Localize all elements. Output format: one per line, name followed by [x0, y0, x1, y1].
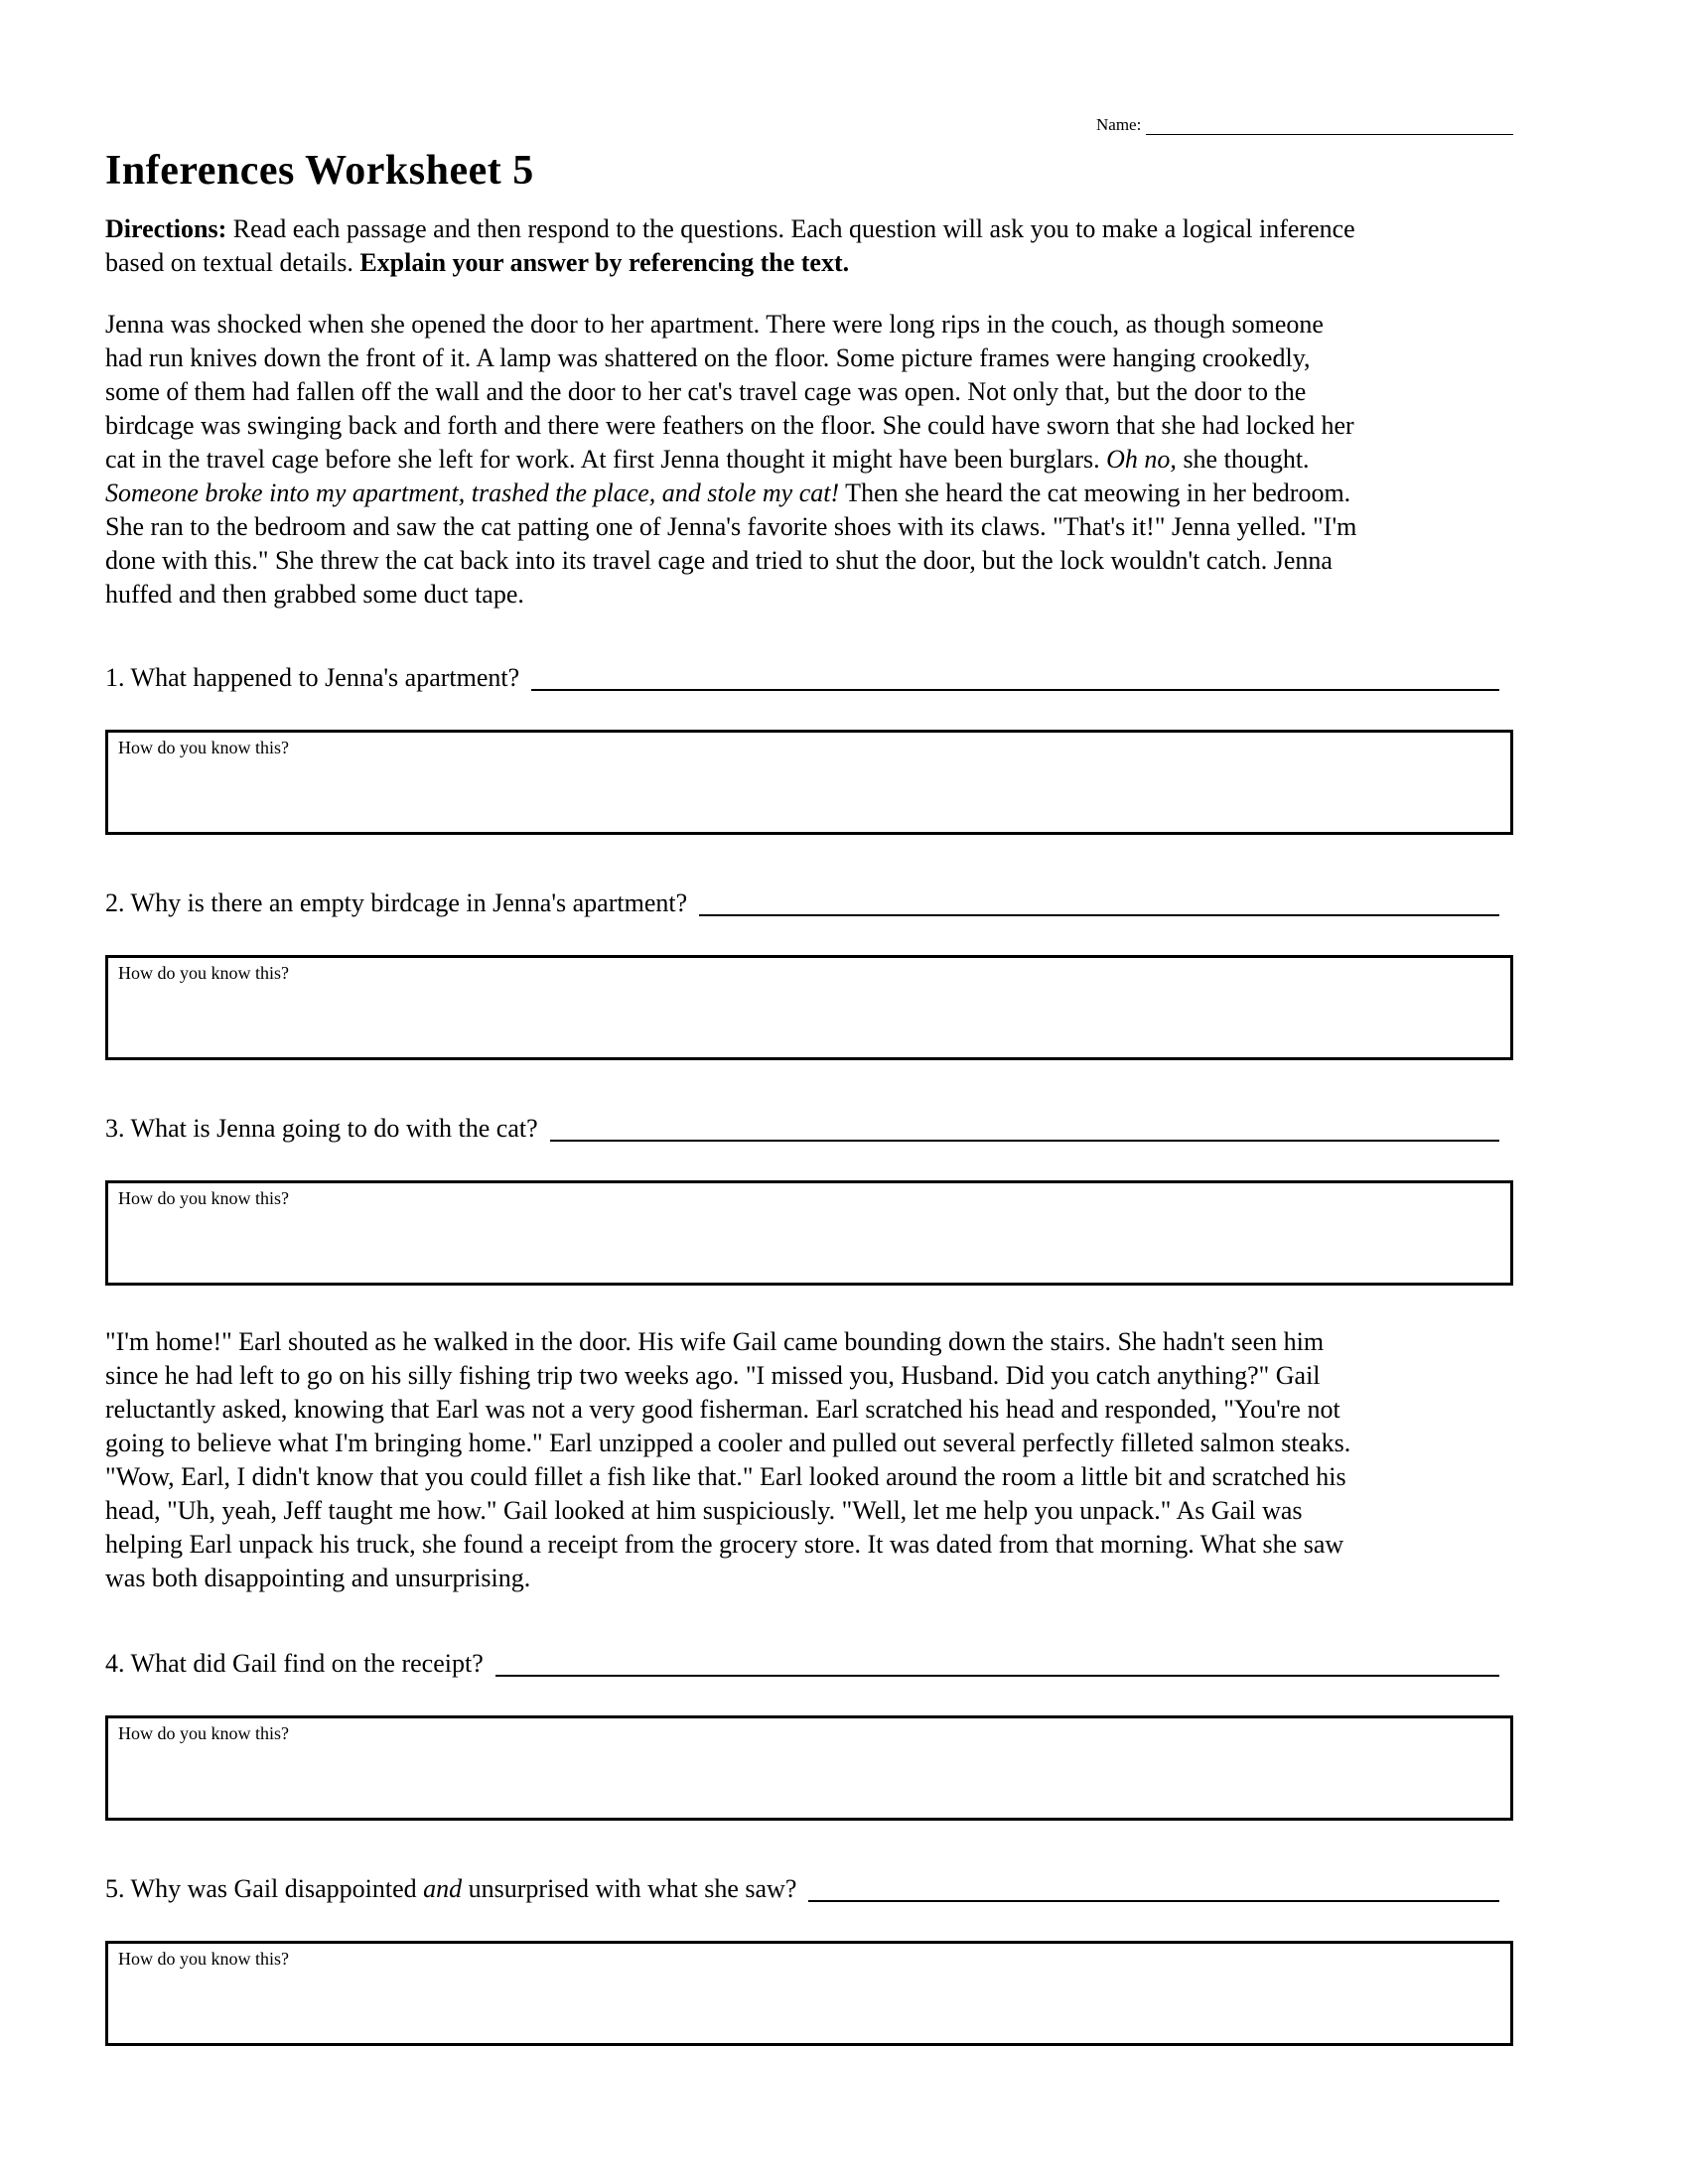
passage-1 — [105, 308, 1366, 612]
question-5-text — [105, 1872, 796, 1906]
question-3-answer-line[interactable] — [550, 1130, 1499, 1142]
name-field — [1096, 0, 1513, 135]
page-title: Inferences Worksheet 5 — [105, 148, 534, 194]
question-4-response-box-label: How do you know this? — [118, 1723, 289, 1743]
question-5-text-1: 5. Why was Gail disappointed — [105, 1874, 424, 1903]
question-5-italic-and: and — [423, 1874, 463, 1903]
question-5-response-box[interactable] — [105, 1941, 1513, 2046]
question-1-response-box[interactable] — [105, 730, 1513, 835]
question-4-response-box[interactable] — [105, 1715, 1513, 1821]
question-4-text: 4. What did Gail find on the receipt? — [105, 1649, 484, 1678]
question-5-text-2: unsurprised with what she saw? — [462, 1874, 797, 1903]
passage-1-text-3: Then she heard the cat meowing in her bedroom. She ran to the bedroom and saw the cat patting one of Jenna's favorite shoes with its claws. "That's it!" Jenna yelled. "I'm done with this." She threw the cat back into its travel cage and tried to shut the door, but the lock wouldn't catch. Jenna huffed and then grabbed some duct tape. — [105, 478, 1357, 609]
question-2 — [105, 887, 1513, 920]
question-3-text: 3. What is Jenna going to do with the cat? — [105, 1114, 538, 1143]
question-5 — [105, 1872, 1513, 1906]
passage-1-italic-thought-1: Oh no, — [1106, 445, 1177, 474]
question-2-text: 2. Why is there an empty birdcage in Jenna's apartment? — [105, 888, 688, 917]
question-4-answer-line[interactable] — [495, 1665, 1499, 1677]
name-blank-line[interactable] — [1146, 115, 1513, 135]
passage-1-text: Jenna was shocked when she opened the door to her apartment. There were long rips in the couch, as though someone had run knives down the front of it. A lamp was shattered on the floor. Some picture frames were hanging crookedly, some of them had fallen off the wall and the door to her cat's travel cage was open. Not only that, but the door to the birdcage was swinging back and forth and there were feathers on the floor. She could have sworn that she had locked her cat in the travel cage before she left for work. At first Jenna thought it might have been burglars. — [105, 310, 1354, 474]
question-1-text: 1. What happened to Jenna's apartment? — [105, 663, 520, 692]
question-3-response-box-label: How do you know this? — [118, 1188, 289, 1208]
directions-body: Read each passage and then respond to the questions. Each question will ask you to make a logical inference based on textual details. — [105, 214, 1355, 277]
directions — [105, 212, 1366, 280]
passage-1-italic-thought-2: Someone broke into my apartment, trashed the place, and stole my cat! — [105, 478, 840, 507]
question-1-answer-line[interactable] — [531, 679, 1499, 691]
passage-2-text: "I'm home!" Earl shouted as he walked in the door. His wife Gail came bounding down the stairs. She hadn't seen him since he had left to go on his silly fishing trip two weeks ago. "I missed you, Husband. Did you catch anything?" Gail reluctantly asked, knowing that Earl was not a very good fisherman. Earl scratched his head and responded, "You're not going to believe what I'm bringing home." Earl unzipped a cooler and pulled out several perfectly filleted salmon steaks. "Wow, Earl, I didn't know that you could fillet a fish like that." Earl looked around the room a little bit and scratched his head, "Uh, yeah, Jeff taught me how." Gail looked at him suspiciously. "Well, let me help you unpack." As Gail was helping Earl unpack his truck, she found a receipt from the grocery store. It was dated from that morning. What she saw was both disappointing and unsurprising. — [105, 1327, 1351, 1592]
question-1-response-box-label: How do you know this? — [118, 738, 289, 757]
question-5-answer-line[interactable] — [808, 1890, 1499, 1902]
question-2-answer-line[interactable] — [699, 904, 1499, 916]
question-5-response-box-label: How do you know this? — [118, 1949, 289, 1969]
passage-2 — [105, 1325, 1366, 1595]
question-4 — [105, 1647, 1513, 1681]
question-3 — [105, 1112, 1513, 1146]
question-2-response-box-label: How do you know this? — [118, 963, 289, 983]
directions-emphasis: Explain your answer by referencing the text. — [359, 248, 850, 277]
directions-label: Directions: — [105, 214, 227, 243]
question-3-response-box[interactable] — [105, 1180, 1513, 1286]
question-1 — [105, 661, 1513, 695]
passage-1-text-2: she thought. — [1176, 445, 1310, 474]
name-label: Name: — [1096, 115, 1142, 134]
question-2-response-box[interactable] — [105, 955, 1513, 1060]
